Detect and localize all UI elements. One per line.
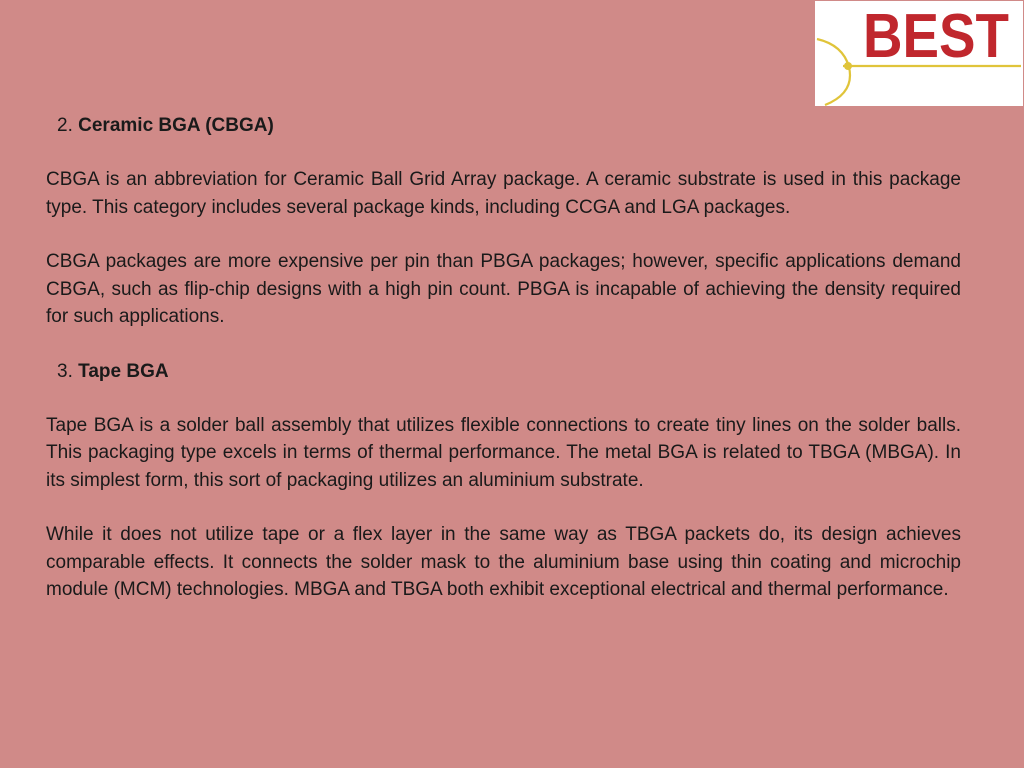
paragraph-cbga-intro: CBGA is an abbreviation for Ceramic Ball Grid Array package. A ceramic substrate is used in this package type. This category includes several package kinds, including CCGA and LGA packages.	[46, 169, 961, 218]
best-logo	[815, 1, 1023, 106]
logo-dot	[844, 62, 852, 70]
main-content	[46, 112, 961, 631]
section-title: Tape BGA	[78, 360, 169, 382]
paragraph-cbga-cost: CBGA packages are more expensive per pin than PBGA packages; however, specific applications demand CBGA, such as flip-chip designs with a high pin count. PBGA is incapable of achieving the density required for such applications.	[46, 251, 961, 327]
logo-curve	[817, 39, 850, 105]
section-number: 3.	[57, 360, 73, 382]
logo-text: BEST	[863, 2, 1010, 71]
best-logo-graphic	[815, 1, 1023, 106]
paragraph-tbga-design: While it does not utilize tape or a flex layer in the same way as TBGA packets do, its design achieves comparable effects. It connects the solder mask to the aluminium base using thin coating and microchip module (MCM) technologies. MBGA and TBGA both exhibit exceptional electrical and thermal performance.	[46, 524, 961, 600]
section-number: 2.	[57, 115, 73, 136]
paragraph-tbga-intro: Tape BGA is a solder ball assembly that utilizes flexible connections to create tiny lines on the solder balls. This packaging type excels in terms of thermal performance. The metal BGA is related to TBGA (MBGA). In its simplest form, this sort of packaging utilizes an aluminium substrate.	[46, 414, 961, 491]
section-heading-cbga	[46, 112, 961, 139]
section-title: Ceramic BGA (CBGA)	[78, 115, 274, 136]
section-heading-tbga	[46, 358, 961, 385]
